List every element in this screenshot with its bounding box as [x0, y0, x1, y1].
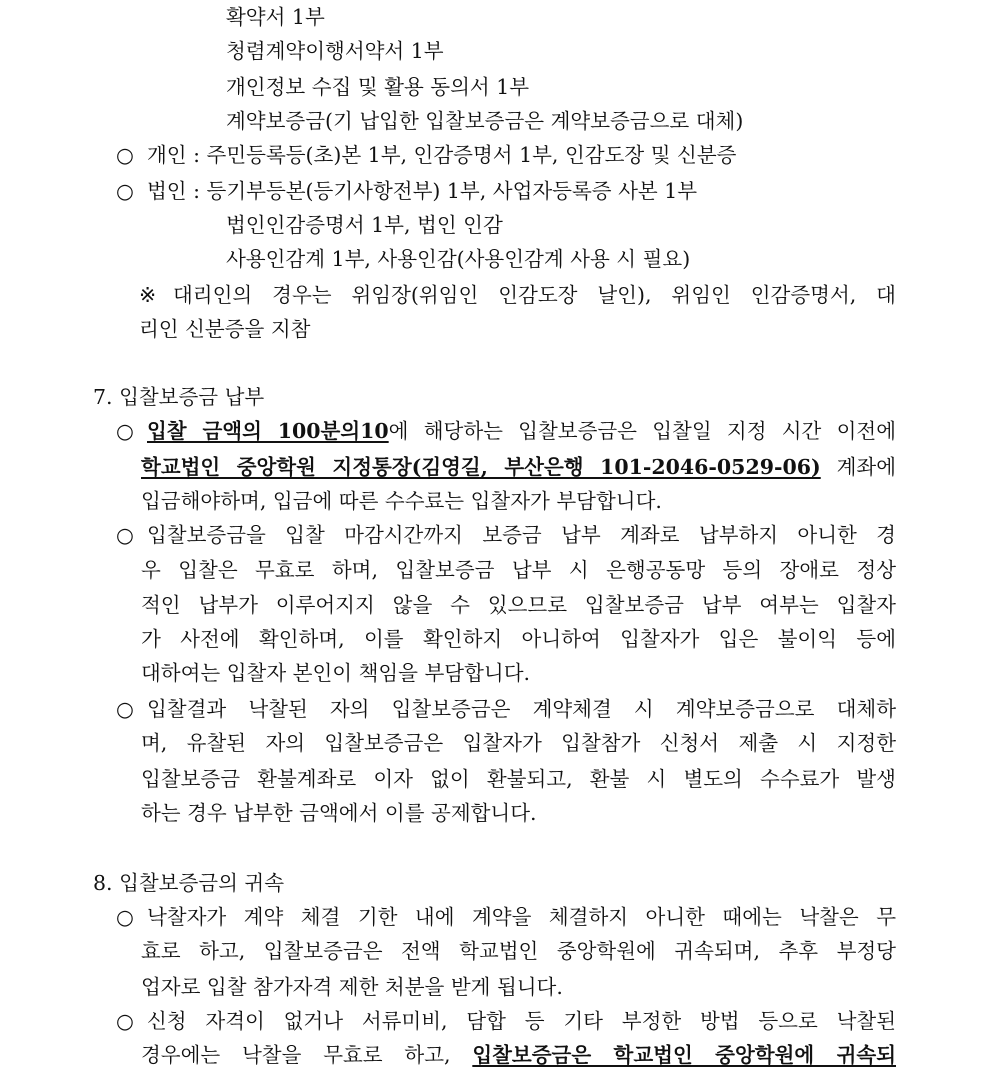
deposit-amount-rest: 에 해당하는 입찰보증금은 입찰일 지정 시간 이전에 [388, 419, 896, 443]
section-7-heading: 7. 입찰보증금 납부 [93, 385, 265, 409]
bullet-marker: ○ [116, 905, 134, 929]
doc-pledge: 확약서 1부 [226, 5, 325, 29]
individual-docs: 개인 : 주민등록등(초)본 1부, 인감증명서 1부, 인감도장 및 신분증 [147, 143, 737, 167]
paragraph-line: 입금해야하며, 입금에 따른 수수료는 입찰자가 부담합니다. [141, 489, 662, 513]
corporation-seal: 법인인감증명서 1부, 법인 인감 [226, 213, 503, 237]
paragraph-line: 신청 자격이 없거나 서류미비, 담합 등 기타 부정한 방법 등으로 낙찰된 [147, 1009, 896, 1033]
paragraph-line: 낙찰자가 계약 체결 기한 내에 계약을 체결하지 아니한 때에는 낙찰은 무 [147, 905, 896, 929]
section-8-heading: 8. 입찰보증금의 귀속 [93, 871, 285, 895]
deposit-account-rest: 계좌에 [820, 455, 896, 479]
forfeit-emphasis: 입찰보증금은 학교법인 중앙학원에 귀속되 [472, 1043, 896, 1067]
paragraph-line: 우 입찰은 무효로 하며, 입찰보증금 납부 시 은행공동망 등의 장애로 정상 [141, 558, 896, 582]
paragraph-line: 적인 납부가 이루어지지 않을 수 있으므로 입찰보증금 납부 여부는 입찰자 [141, 593, 896, 617]
deposit-amount-line [147, 416, 896, 446]
paragraph-line: 대하여는 입찰자 본인이 책임을 부담합니다. [141, 661, 531, 685]
paragraph-line: 하는 경우 납부한 금액에서 이를 공제합니다. [141, 801, 537, 825]
doc-integrity: 청렴계약이행서약서 1부 [226, 39, 444, 63]
paragraph-line: 업자로 입찰 참가자격 제한 처분을 받게 됩니다. [141, 975, 563, 999]
forfeit-line [141, 1040, 896, 1070]
bullet-marker: ○ [116, 143, 134, 167]
corporation-docs: 법인 : 등기부등본(등기사항전부) 1부, 사업자등록증 사본 1부 [147, 179, 698, 203]
paragraph-line: 입찰보증금 환불계좌로 이자 없이 환불되고, 환불 시 별도의 수수료가 발생 [141, 767, 896, 791]
paragraph-line: 입찰결과 낙찰된 자의 입찰보증금은 계약체결 시 계약보증금으로 대체하 [147, 697, 896, 721]
paragraph-line: 입찰보증금을 입찰 마감시간까지 보증금 납부 계좌로 납부하지 아니한 경 [147, 523, 896, 547]
paragraph-line: 효로 하고, 입찰보증금은 전액 학교법인 중앙학원에 귀속되며, 추후 부정당 [141, 939, 896, 963]
bullet-marker: ○ [116, 697, 134, 721]
paragraph-line: 며, 유찰된 자의 입찰보증금은 입찰자가 입찰참가 신청서 제출 시 지정한 [141, 731, 896, 755]
note-line: 대리인의 경우는 위임장(위임인 인감도장 날인), 위임인 인감증명서, 대 [173, 283, 896, 307]
corporation-usage-seal: 사용인감계 1부, 사용인감(사용인감계 사용 시 필요) [226, 247, 691, 271]
deposit-ratio-emphasis: 입찰 금액의 100분의10 [147, 419, 389, 443]
paragraph-line: 가 사전에 확인하며, 이를 확인하지 아니하여 입찰자가 입은 불이익 등에 [141, 627, 896, 651]
forfeit-line-plain: 경우에는 낙찰을 무효로 하고, [141, 1043, 473, 1067]
doc-privacy: 개인정보 수집 및 활용 동의서 1부 [226, 75, 530, 99]
deposit-account-emphasis: 학교법인 중앙학원 지정통장(김영길, 부산은행 101-2046-0529-06) [141, 455, 821, 479]
doc-deposit: 계약보증금(기 납입한 입찰보증금은 계약보증금으로 대체) [226, 109, 744, 133]
note-mark: ※ [139, 283, 157, 307]
note-line: 리인 신분증을 지참 [139, 317, 311, 341]
deposit-account-line [141, 452, 896, 482]
bullet-marker: ○ [116, 419, 134, 443]
bullet-marker: ○ [116, 523, 134, 547]
bullet-marker: ○ [116, 179, 134, 203]
bullet-marker: ○ [116, 1009, 134, 1033]
